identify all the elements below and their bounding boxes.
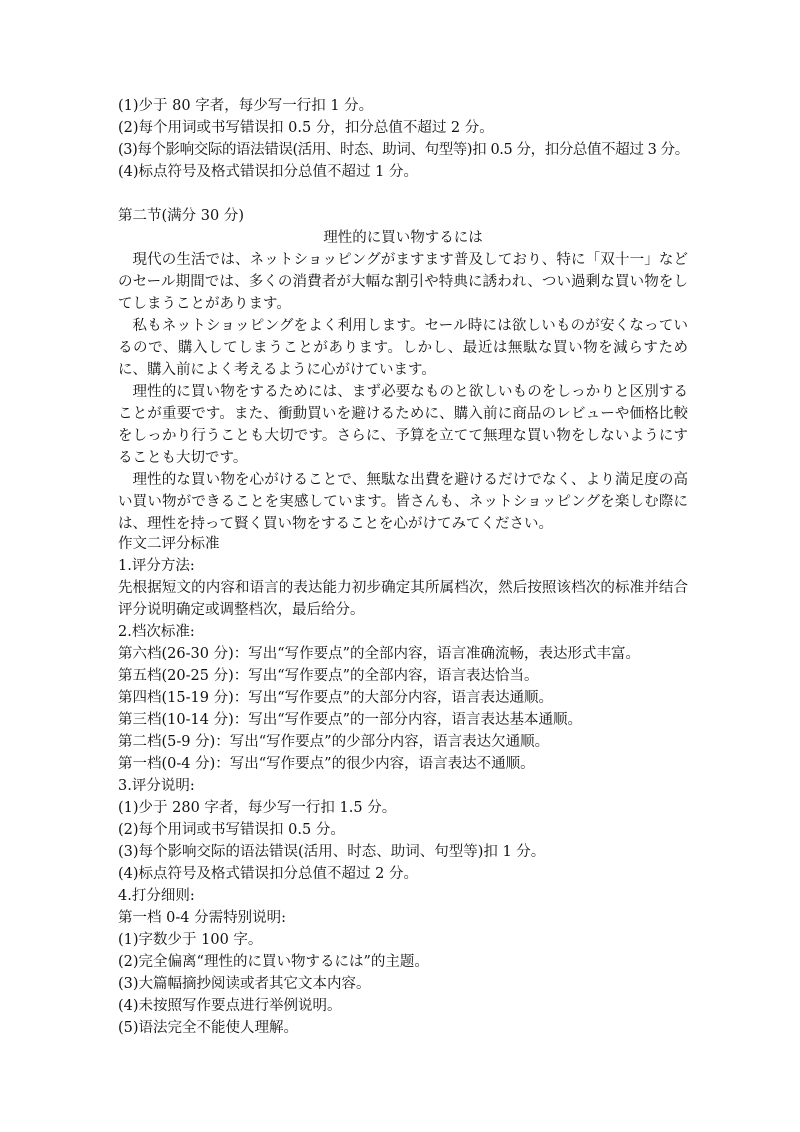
essay1-rules bbox=[118, 95, 688, 183]
note-item: (1)少于 280 字者，每少写一行扣 1.5 分。 bbox=[118, 800, 397, 816]
rule-item: (2)每个用词或书写错误扣 0.5 分，扣分总值不超过 2 分。 bbox=[118, 120, 494, 136]
grade-item: 第五档(20-25 分)：写出“写作要点”的全部内容，语言表达恰当。 bbox=[118, 668, 539, 684]
detail-item: (5)语法完全不能使人理解。 bbox=[118, 1020, 299, 1036]
detail-item: (1)字数少于 100 字。 bbox=[118, 932, 263, 948]
essay-paragraph: 理性的に買い物をするためには、まず必要なものと欲しいものをしっかりと区別することが重要です。また、衝動買いを避けるために、購入前に商品のレビューや価格比較をしっかり行うことも大切です。さらに、予算を立てて無理な買い物をしないようにすることも大切です。 bbox=[118, 384, 688, 466]
essay2-standards bbox=[118, 533, 688, 1039]
grade-item: 第六档(26-30 分)：写出“写作要点”的全部内容，语言准确流畅，表达形式丰富。 bbox=[118, 646, 641, 662]
grades-heading: 2.档次标准: bbox=[118, 624, 195, 640]
essay-paragraph: 現代の生活では、ネットショッピングがますます普及しており、特に「双十一」などのセール期間では、多くの消費者が大幅な割引や特典に誘われ、つい過剰な買い物をしてしまうことがあります。 bbox=[118, 252, 688, 312]
standards-heading: 作文二评分标准 bbox=[118, 536, 220, 552]
grade-item: 第三档(10-14 分)：写出“写作要点”的一部分内容，语言表达基本通顺。 bbox=[118, 712, 583, 728]
essay-paragraph: 私もネットショッピングをよく利用します。セール時には欲しいものが安くなっているので、購入してしまうことがあります。しかし、最近は無駄な買い物を減らすために、購入前によく考えるように心がけています。 bbox=[118, 318, 688, 378]
section2 bbox=[118, 205, 688, 535]
notes-heading: 3.评分说明: bbox=[118, 778, 195, 794]
section-heading: 第二节(满分 30 分) bbox=[118, 208, 244, 224]
rule-item: (4)标点符号及格式错误扣分总值不超过 1 分。 bbox=[118, 164, 418, 180]
method-heading: 1.评分方法: bbox=[118, 558, 195, 574]
essay-paragraph: 理性的な買い物を心がけることで、無駄な出費を避けるだけでなく、より満足度の高い買い物ができることを実感しています。皆さんも、ネットショッピングを楽しむ際には、理性を持って賢く買い物をすることを心がけてみてください。 bbox=[118, 472, 688, 532]
essay-title: 理性的に買い物するには bbox=[323, 230, 483, 246]
rule-item: (3)每个影响交际的语法错误(活用、时态、助词、句型等)扣 0.5 分，扣分总值不超过 3 分。 bbox=[118, 142, 689, 158]
method-text: 先根据短文的内容和语言的表达能力初步确定其所属档次，然后按照该档次的标准并结合评分说明确定或调整档次，最后给分。 bbox=[118, 580, 688, 618]
grade-item: 第四档(15-19 分)：写出“写作要点”的大部分内容，语言表达通顺。 bbox=[118, 690, 554, 706]
grade-item: 第二档(5-9 分)：写出“写作要点”的少部分内容，语言表达欠通顺。 bbox=[118, 734, 550, 750]
note-item: (2)每个用词或书写错误扣 0.5 分。 bbox=[118, 822, 345, 838]
note-item: (4)标点符号及格式错误扣分总值不超过 2 分。 bbox=[118, 866, 418, 882]
rule-item: (1)少于 80 字者，每少写一行扣 1 分。 bbox=[118, 98, 374, 114]
details-subheading: 第一档 0-4 分需特别说明: bbox=[118, 910, 286, 926]
note-item: (3)每个影响交际的语法错误(活用、时态、助词、句型等)扣 1 分。 bbox=[118, 844, 546, 860]
grade-item: 第一档(0-4 分)：写出“写作要点”的很少内容，语言表达不通顺。 bbox=[118, 756, 535, 772]
detail-item: (3)大篇幅摘抄阅读或者其它文本内容。 bbox=[118, 976, 371, 992]
details-heading: 4.打分细则: bbox=[118, 888, 195, 904]
detail-item: (2)完全偏离“理性的に買い物するには”的主题。 bbox=[118, 954, 429, 970]
detail-item: (4)未按照写作要点进行举例说明。 bbox=[118, 998, 342, 1014]
